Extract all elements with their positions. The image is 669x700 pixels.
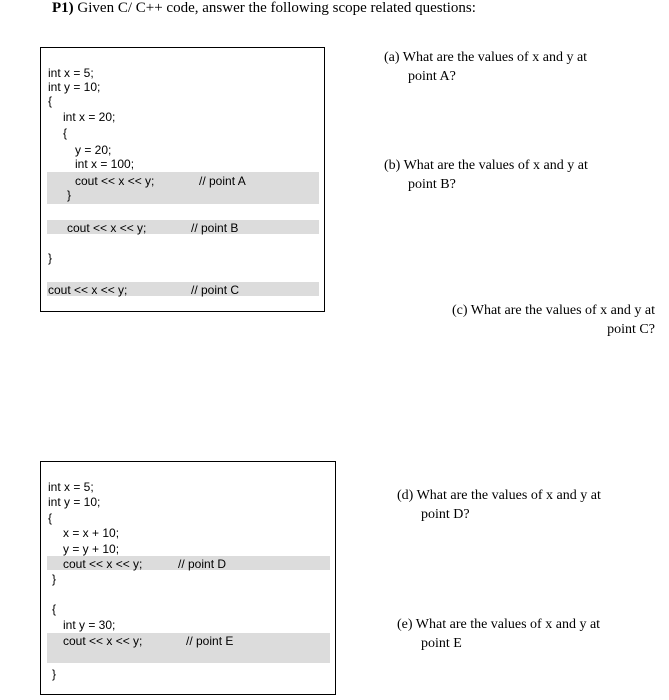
comment-point-c: // point C: [191, 283, 240, 297]
problem-label: P1): [52, 0, 74, 16]
question-a: (a) What are the values of x and y at point A?: [384, 50, 588, 84]
code-line: int y = 10;: [48, 495, 101, 509]
code-line: y = 20;: [75, 143, 112, 157]
code-line: y = y + 10;: [63, 542, 120, 556]
comment-point-b: // point B: [191, 221, 239, 235]
code-line: cout << x << y;: [63, 634, 143, 648]
code-line: cout << x << y;: [67, 221, 147, 235]
code-line: int y = 10;: [48, 80, 101, 94]
code-line: {: [48, 94, 53, 108]
question-c: (c) What are the values of x and y at point C?: [451, 303, 655, 337]
problem-statement: Given C/ C++ code, answer the following scope related questions:: [73, 0, 476, 16]
question-d: (d) What are the values of x and y at point D?: [397, 488, 601, 522]
code-block-1: [40, 47, 325, 312]
code-line: x = x + 10;: [63, 526, 120, 540]
question-e: (e) What are the values of x and y at point E: [397, 617, 601, 651]
code-line: int x = 5;: [48, 480, 94, 494]
code-line: {: [48, 511, 53, 525]
code-block-2: [40, 461, 336, 695]
code-line: }: [52, 667, 57, 681]
question-b: (b) What are the values of x and y at point B?: [384, 158, 588, 192]
code-line: }: [48, 251, 53, 265]
code-line: {: [52, 602, 57, 616]
code-line: cout << x << y;: [48, 283, 128, 297]
comment-point-e: // point E: [186, 634, 234, 648]
code-line: }: [52, 572, 57, 586]
comment-point-a: // point A: [199, 174, 246, 188]
code-line: {: [63, 126, 68, 140]
page-title: [52, 0, 476, 17]
code-line: cout << x << y;: [75, 174, 155, 188]
code-line: int y = 30;: [63, 618, 116, 632]
code-line: }: [67, 188, 72, 202]
code-line: int x = 5;: [48, 66, 94, 80]
comment-point-d: // point D: [178, 557, 227, 571]
code-line: cout << x << y;: [63, 557, 143, 571]
code-line: int x = 100;: [75, 157, 135, 171]
code-line: int x = 20;: [63, 110, 116, 124]
